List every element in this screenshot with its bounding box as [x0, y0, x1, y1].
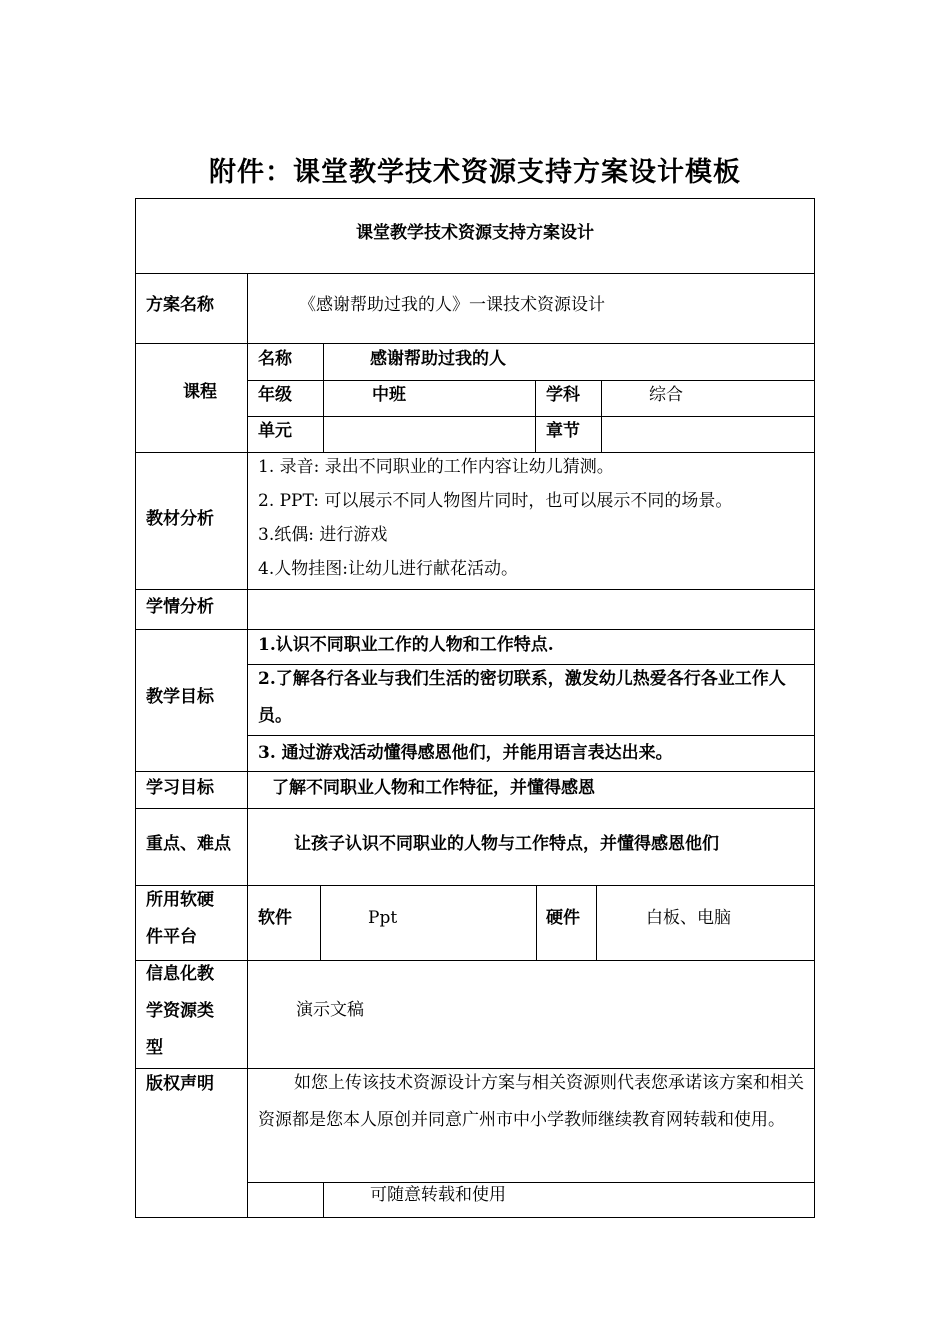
- teaching-goal-item: 2.了解各行各业与我们生活的密切联系，激发幼儿热爱各行各业工作人员。: [258, 669, 786, 726]
- row-divider: [136, 885, 814, 886]
- column-divider: [247, 273, 248, 1217]
- key-points-label: 重点、难点: [146, 834, 231, 854]
- column-divider: [323, 343, 324, 452]
- column-divider: [601, 380, 602, 452]
- material-item: 1. 录音: 录出不同职业的工作内容让幼儿猜测。: [258, 457, 614, 477]
- row-divider: [248, 380, 814, 381]
- material-item: 2. PPT: 可以展示不同人物图片同时，也可以展示不同的场景。: [258, 491, 733, 511]
- plan-name-value: 《感谢帮助过我的人》一课技术资源设计: [299, 295, 605, 315]
- page-title: 附件：课堂教学技术资源支持方案设计模板: [209, 157, 741, 188]
- hardware-value: 白板、电脑: [646, 908, 731, 928]
- course-name-label: 名称: [258, 349, 292, 369]
- teaching-goal-item: 1.认识不同职业工作的人物和工作特点.: [258, 635, 554, 655]
- learner-analysis-label: 学情分析: [146, 597, 214, 617]
- column-divider: [323, 1182, 324, 1217]
- material-item: 3.纸偶: 进行游戏: [258, 525, 388, 545]
- subject-label: 学科: [546, 385, 580, 405]
- column-divider: [596, 885, 597, 960]
- plan-name-label: 方案名称: [146, 295, 214, 315]
- teaching-goal-item: 3. 通过游戏活动懂得感恩他们，并能用语言表达出来。: [258, 743, 673, 763]
- resource-type-label: 型: [146, 1038, 163, 1058]
- material-analysis-label: 教材分析: [146, 509, 214, 529]
- platform-label: 所用软硬: [146, 890, 214, 910]
- key-points-value: 让孩子认识不同职业的人物与工作特点，并懂得感恩他们: [294, 834, 719, 854]
- resource-type-value: 演示文稿: [296, 1000, 364, 1020]
- table-header: 课堂教学技术资源支持方案设计: [356, 223, 594, 243]
- learning-goals-value: 了解不同职业人物和工作特征，并懂得感恩: [272, 778, 595, 798]
- row-divider: [136, 273, 814, 274]
- software-label: 软件: [258, 908, 292, 928]
- copyright-option: 可随意转载和使用: [370, 1185, 506, 1205]
- material-item: 4.人物挂图:让幼儿进行献花活动。: [258, 559, 518, 579]
- row-divider: [248, 416, 814, 417]
- learning-goals-label: 学习目标: [146, 778, 214, 798]
- platform-label: 件平台: [146, 927, 197, 947]
- grade-value: 中班: [372, 385, 406, 405]
- column-divider: [320, 885, 321, 960]
- copyright-label: 版权声明: [146, 1074, 214, 1094]
- row-divider: [136, 343, 814, 344]
- row-divider: [136, 808, 814, 809]
- resource-type-label: 信息化教: [146, 964, 214, 984]
- row-divider: [136, 452, 814, 453]
- copyright-statement: 如您上传该技术资源设计方案与相关资源则代表您承诺该方案和相关资源都是您本人原创并同意广州市中小学教师继续教育网转载和使用。: [258, 1073, 804, 1130]
- column-divider: [536, 885, 537, 960]
- hardware-label: 硬件: [546, 908, 580, 928]
- grade-label: 年级: [258, 385, 292, 405]
- resource-type-label: 学资源类: [146, 1001, 214, 1021]
- teaching-goals-label: 教学目标: [146, 687, 214, 707]
- row-divider: [136, 629, 814, 630]
- software-value: Ppt: [368, 908, 398, 928]
- row-divider: [248, 735, 814, 736]
- unit-label: 单元: [258, 421, 292, 441]
- course-label: 课程: [183, 382, 217, 402]
- row-divider: [136, 589, 814, 590]
- subject-value: 综合: [649, 385, 683, 405]
- row-divider: [248, 1182, 814, 1183]
- chapter-label: 章节: [546, 421, 580, 441]
- row-divider: [136, 771, 814, 772]
- column-divider: [535, 380, 536, 452]
- plan-table: [135, 198, 815, 1218]
- course-name-value: 感谢帮助过我的人: [370, 349, 506, 369]
- row-divider: [136, 960, 814, 961]
